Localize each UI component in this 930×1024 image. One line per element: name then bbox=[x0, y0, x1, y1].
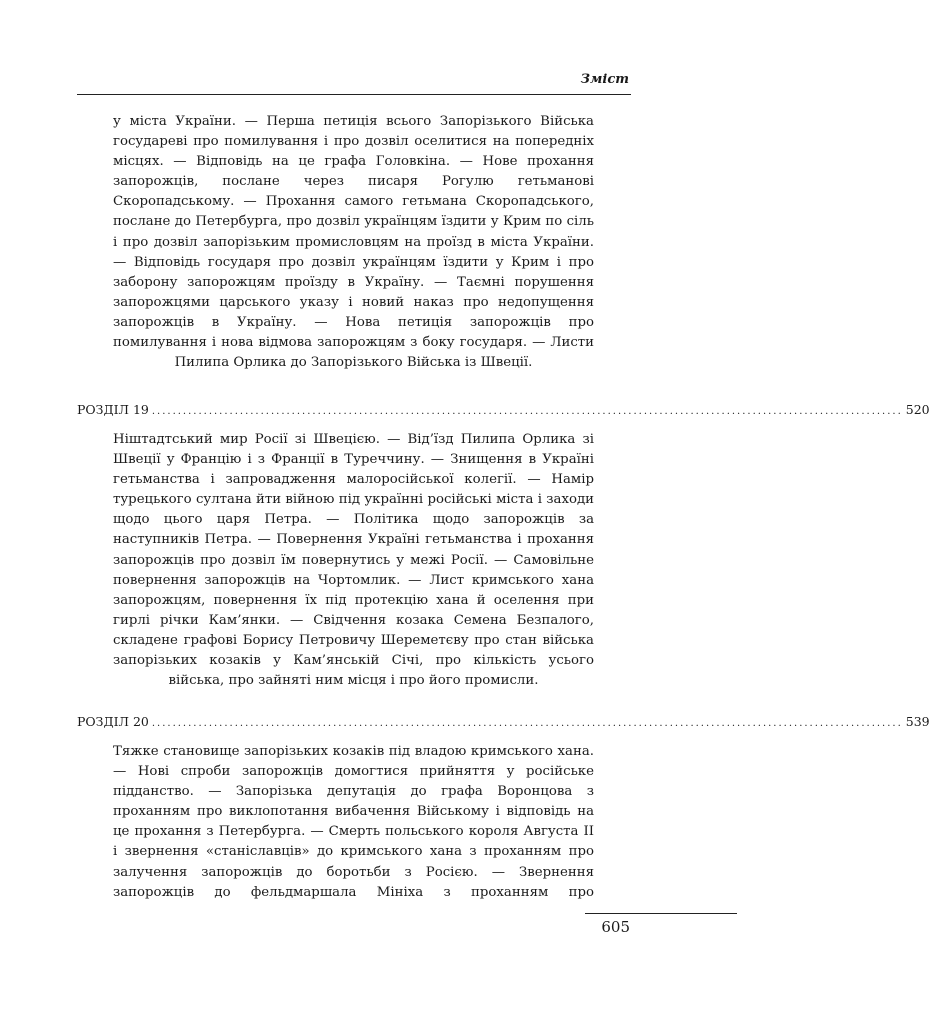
running-head: Зміст bbox=[580, 72, 629, 87]
footer-rule bbox=[585, 913, 737, 914]
contents-entry-continued: у міста України. — Перша петиція всього Запорізького Війська государеві про помилування і про дозвіл оселитися на попередніх місцях. — Відповідь на це графа Головкіна. — Нове прохання запорожців, послане через писаря Рогулю гетьманові Скоропадському. — Прохання самого гетьмана Скоропадського, послане до Петербурга, про дозвіл українцям їздити у Крим по сіль і про дозвіл запорізьким промисловцям на проїзд в міста України. — Відповідь государя про дозвіл українцям їздити у Крим і про заборону запорожцям проїзду в Україну. — Таємні порушення запорожцями царського указу і новий наказ про недопущення запорожців в Україну. — Нова петиція запорожців про помилування і нова відмова запорожцям з боку государя. — Листи Пилипа Орлика до Запорізького Війська із Швеції. bbox=[113, 114, 594, 371]
chapter-19-line[interactable] bbox=[77, 402, 930, 420]
chapter-19-summary: Ніштадтський мир Росії зі Швецією. — Від’їзд Пилипа Орлика зі Швеції у Францію і з Франції в Туреччину. — Знищення в Україні гетьманства і запровадження малоросійської колегії. — Намір турецького султана йти війною під українні російські міста і заходи щодо цього царя Петра. — Політика щодо запорожців за наступників Петра. — Повернення Україні гетьманства і прохання запорожців про дозвіл їм повернутись у межі Росії. — Самовільне повернення запорожців на Чортомлик. — Лист кримського хана запорожцям, повернення їх під протекцію хана й оселення при гирлі річки Кам’янки. — Свідчення козака Семена Безпалого, складене графові Борису Петровичу Шереметєву про стан війська запорізьких козаків у Кам’янській Січі, про кількість усього війська, про зайняті ним місця і про його промисли. bbox=[113, 432, 594, 689]
chapter-20-line[interactable] bbox=[77, 714, 930, 732]
header-rule bbox=[77, 94, 631, 95]
chapter-page-number: 539 bbox=[905, 714, 930, 729]
chapter-label: РОЗДІЛ 20 bbox=[77, 714, 149, 729]
dot-leader: ................................................................................................................................................. bbox=[151, 406, 903, 417]
chapter-label: РОЗДІЛ 19 bbox=[77, 402, 149, 417]
page-number: 605 bbox=[601, 918, 630, 936]
dot-leader: ................................................................................................................................................. bbox=[151, 718, 903, 729]
chapter-20-summary: Тяжке становище запорізьких козаків під владою кримського хана. — Нові спроби запорожців домогтися прийняття у російське підданство. — Запорізька депутація до графа Воронцова з проханням про виклопотання вибачення Війському і відповідь на це прохання з Петербурга. — Смерть польського короля Августа II і звернення «станіславців» до кримського хана з проханням про залучення запорожців до боротьби з Росією. — Звернення запорожців до фельдмаршала Мініха з проханням про bbox=[113, 744, 594, 900]
chapter-page-number: 520 bbox=[905, 402, 930, 417]
